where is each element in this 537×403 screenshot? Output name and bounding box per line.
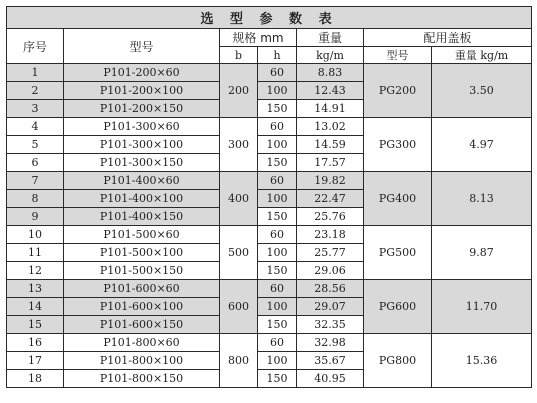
cell-h: 150 [258,154,297,172]
cell-index: 6 [7,154,64,172]
table-row [7,172,532,190]
cell-model: P101-200×100 [64,82,220,100]
cell-index: 17 [7,352,64,370]
cell-cover-weight: 11.70 [432,280,532,334]
table-row [7,226,532,244]
cell-index: 14 [7,298,64,316]
header-index: 序号 [7,29,64,64]
cell-cover-weight: 3.50 [432,64,532,118]
cell-b: 500 [220,226,258,280]
table-row [7,280,532,298]
cell-model: P101-400×150 [64,208,220,226]
cell-b: 400 [220,172,258,226]
cell-b: 600 [220,280,258,334]
cell-model: P101-600×150 [64,316,220,334]
cell-weight: 14.91 [297,100,364,118]
spec-table [6,6,532,388]
cell-h: 150 [258,370,297,388]
cell-weight: 17.57 [297,154,364,172]
cell-weight: 19.82 [297,172,364,190]
header-weight: 重量 [297,29,364,47]
cell-h: 150 [258,100,297,118]
cell-model: P101-300×150 [64,154,220,172]
cell-index: 8 [7,190,64,208]
cell-model: P101-600×60 [64,280,220,298]
cell-index: 13 [7,280,64,298]
cell-model: P101-400×60 [64,172,220,190]
cell-weight: 14.59 [297,136,364,154]
cell-h: 60 [258,334,297,352]
cell-weight: 13.02 [297,118,364,136]
cell-index: 15 [7,316,64,334]
cell-weight: 25.77 [297,244,364,262]
cell-index: 7 [7,172,64,190]
cell-weight: 32.98 [297,334,364,352]
cell-h: 100 [258,190,297,208]
cell-weight: 23.18 [297,226,364,244]
cell-cover-model: PG500 [364,226,432,280]
cell-weight: 28.56 [297,280,364,298]
cell-model: P101-500×60 [64,226,220,244]
cell-h: 100 [258,244,297,262]
cell-index: 12 [7,262,64,280]
cell-weight: 22.47 [297,190,364,208]
cell-index: 9 [7,208,64,226]
cell-cover-weight: 4.97 [432,118,532,172]
cell-model: P101-300×100 [64,136,220,154]
cell-h: 100 [258,82,297,100]
cell-model: P101-400×100 [64,190,220,208]
cell-weight: 12.43 [297,82,364,100]
cell-index: 1 [7,64,64,82]
cell-h: 60 [258,226,297,244]
table-row [7,64,532,82]
cell-h: 100 [258,298,297,316]
table-row [7,118,532,136]
cell-index: 11 [7,244,64,262]
cell-model: P101-200×150 [64,100,220,118]
cell-index: 18 [7,370,64,388]
cell-model: P101-300×60 [64,118,220,136]
cell-weight: 40.95 [297,370,364,388]
header-h: h [258,47,297,64]
cell-cover-model: PG800 [364,334,432,388]
cell-h: 60 [258,172,297,190]
cell-b: 200 [220,64,258,118]
cell-index: 10 [7,226,64,244]
cell-index: 16 [7,334,64,352]
cell-cover-model: PG300 [364,118,432,172]
cell-cover-model: PG200 [364,64,432,118]
cell-model: P101-800×100 [64,352,220,370]
cell-weight: 25.76 [297,208,364,226]
cell-h: 60 [258,64,297,82]
header-spec: 规格 mm [220,29,297,47]
cell-weight: 32.35 [297,316,364,334]
cell-h: 60 [258,280,297,298]
cell-h: 150 [258,208,297,226]
cell-index: 4 [7,118,64,136]
cell-index: 3 [7,100,64,118]
cell-cover-weight: 9.87 [432,226,532,280]
cell-weight: 35.67 [297,352,364,370]
cell-b: 800 [220,334,258,388]
cell-weight: 29.07 [297,298,364,316]
table-title: 选 型 参 数 表 [7,7,532,29]
header-cover-model: 型号 [364,47,432,64]
cell-model: P101-800×150 [64,370,220,388]
cell-h: 100 [258,136,297,154]
cell-cover-weight: 15.36 [432,334,532,388]
cell-model: P101-600×100 [64,298,220,316]
header-model: 型号 [64,29,220,64]
cell-h: 60 [258,118,297,136]
cell-cover-model: PG600 [364,280,432,334]
cell-weight: 8.83 [297,64,364,82]
cell-index: 2 [7,82,64,100]
header-b: b [220,47,258,64]
cell-weight: 29.06 [297,262,364,280]
cell-b: 300 [220,118,258,172]
cell-model: P101-800×60 [64,334,220,352]
header-cover-weight: 重量 kg/m [432,47,532,64]
header-weight-unit: kg/m [297,47,364,64]
table-body [7,64,532,388]
cell-model: P101-500×150 [64,262,220,280]
cell-index: 5 [7,136,64,154]
cell-h: 100 [258,352,297,370]
cell-model: P101-500×100 [64,244,220,262]
cell-cover-model: PG400 [364,172,432,226]
spec-table-container [6,6,531,388]
header-cover: 配用盖板 [364,29,532,47]
cell-model: P101-200×60 [64,64,220,82]
cell-cover-weight: 8.13 [432,172,532,226]
table-row [7,334,532,352]
cell-h: 150 [258,262,297,280]
cell-h: 150 [258,316,297,334]
